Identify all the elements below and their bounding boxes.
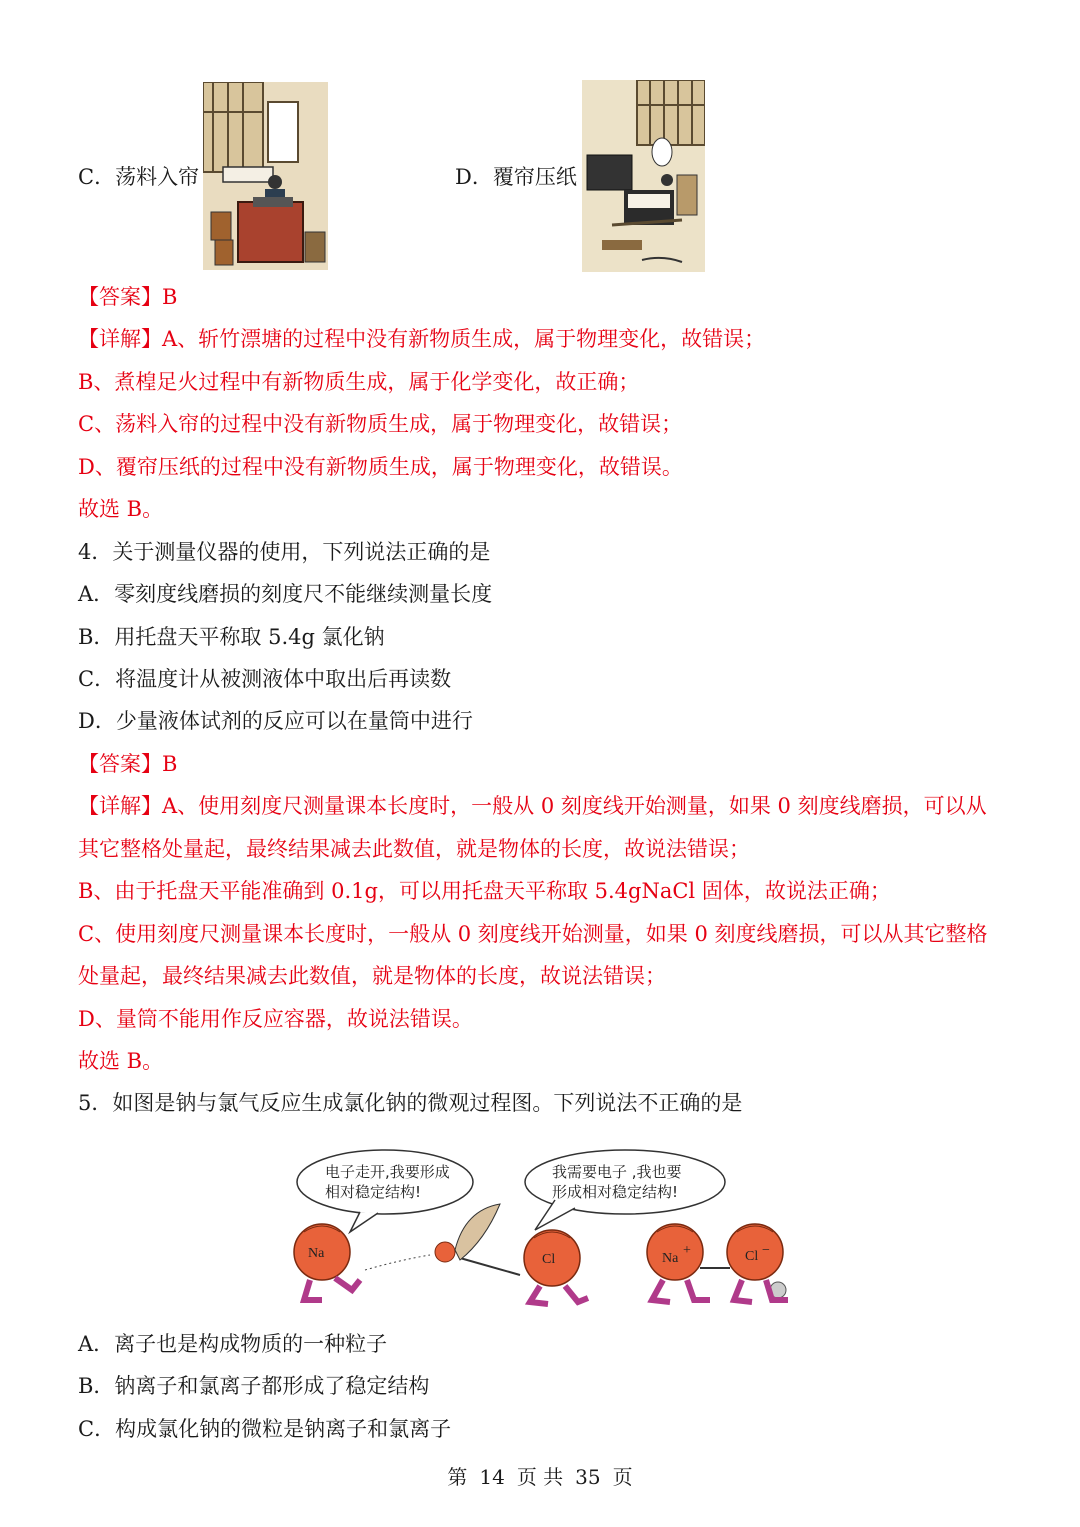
na-ion-charge: + bbox=[683, 1243, 691, 1258]
cl-ion-character bbox=[727, 1224, 788, 1302]
na-atom-character bbox=[294, 1224, 360, 1300]
q4-stem: 4．关于测量仪器的使用，下列说法正确的是 bbox=[78, 540, 491, 564]
q4-detail-line: 其它整格处量起，最终结果减去此数值，就是物体的长度，故说法错误； bbox=[78, 837, 750, 861]
option-d-label: D．覆帘压纸 bbox=[455, 165, 577, 189]
bubble2-line: 形成相对稳定结构! bbox=[552, 1183, 679, 1201]
footer-suffix: 页 bbox=[612, 1465, 633, 1489]
bubble1-line: 电子走开,我要形成 bbox=[325, 1163, 450, 1181]
q4-option-a: A．零刻度线磨损的刻度尺不能继续测量长度 bbox=[78, 582, 493, 606]
q4-detail-line: B、由于托盘天平能准确到 0.1g，可以用托盘天平称取 5.4gNaCl 固体，故说法正确； bbox=[78, 879, 891, 903]
q3-detail-line: 【详解】A、斩竹漂塘的过程中没有新物质生成，属于物理变化，故错误； bbox=[78, 327, 766, 351]
q3-detail-line: C、荡料入帘的过程中没有新物质生成，属于物理变化，故错误； bbox=[78, 412, 683, 436]
footer-page-number: 14 bbox=[479, 1465, 505, 1489]
q3-answer: 【答案】B bbox=[78, 285, 178, 309]
q5-option-b: B．钠离子和氯离子都形成了稳定结构 bbox=[78, 1374, 430, 1398]
q4-detail-line: 处量起，最终结果减去此数值，就是物体的长度，故说法错误； bbox=[78, 964, 666, 988]
q4-detail-line: 【详解】A、使用刻度尺测量课本长度时，一般从 0 刻度线开始测量，如果 0 刻度线磨损，可以从 bbox=[78, 794, 987, 818]
q4-conclusion: 故选 B。 bbox=[78, 1049, 164, 1073]
na-label: Na bbox=[308, 1246, 325, 1261]
papermaking-scene-icon bbox=[203, 82, 328, 270]
net-icon bbox=[455, 1204, 520, 1275]
q5-option-a: A．离子也是构成物质的一种粒子 bbox=[78, 1332, 388, 1356]
na-ion-character bbox=[647, 1224, 710, 1302]
bubble1-line: 相对稳定结构! bbox=[325, 1183, 422, 1201]
q5-option-c: C．构成氯化钠的微粒是钠离子和氯离子 bbox=[78, 1417, 452, 1441]
q4-detail-line: C、使用刻度尺测量课本长度时，一般从 0 刻度线开始测量，如果 0 刻度线磨损，可以从其它整格 bbox=[78, 922, 988, 946]
q4-answer: 【答案】B bbox=[78, 752, 178, 776]
option-c-label: C．荡料入帘 bbox=[78, 165, 200, 189]
q4-option-c: C．将温度计从被测液体中取出后再读数 bbox=[78, 667, 452, 691]
na-ion-label: Na bbox=[662, 1251, 679, 1266]
footer-prefix: 第 bbox=[447, 1465, 468, 1489]
cl-atom-character bbox=[524, 1230, 588, 1304]
bubble2-line: 我需要电子 ,我也要 bbox=[552, 1163, 682, 1181]
q3-detail-line: D、覆帘压纸的过程中没有新物质生成，属于物理变化，故错误。 bbox=[78, 455, 683, 479]
q4-detail-line: D、量筒不能用作反应容器，故说法错误。 bbox=[78, 1007, 473, 1031]
page-footer bbox=[0, 1463, 1080, 1491]
sodium-chlorine-reaction-figure bbox=[290, 1140, 810, 1310]
footer-total-pages: 35 bbox=[575, 1465, 601, 1489]
q3-conclusion: 故选 B。 bbox=[78, 497, 164, 521]
cl-label: Cl bbox=[542, 1252, 556, 1267]
q4-option-b: B．用托盘天平称取 5.4g 氯化钠 bbox=[78, 625, 385, 649]
footer-middle: 页 共 bbox=[516, 1465, 564, 1489]
q4-option-d: D．少量液体试剂的反应可以在量筒中进行 bbox=[78, 709, 473, 733]
cl-ion-charge: − bbox=[762, 1243, 770, 1258]
cl-ion-label: Cl bbox=[745, 1249, 759, 1264]
q3-detail-line: B、煮楻足火过程中有新物质生成，属于化学变化，故正确； bbox=[78, 370, 640, 394]
papermaking-press-icon bbox=[582, 80, 705, 272]
speech-bubble-na bbox=[297, 1150, 473, 1232]
speech-bubble-cl bbox=[525, 1150, 725, 1230]
q5-stem: 5．如图是钠与氯气反应生成氯化钠的微观过程图。下列说法不正确的是 bbox=[78, 1091, 743, 1115]
